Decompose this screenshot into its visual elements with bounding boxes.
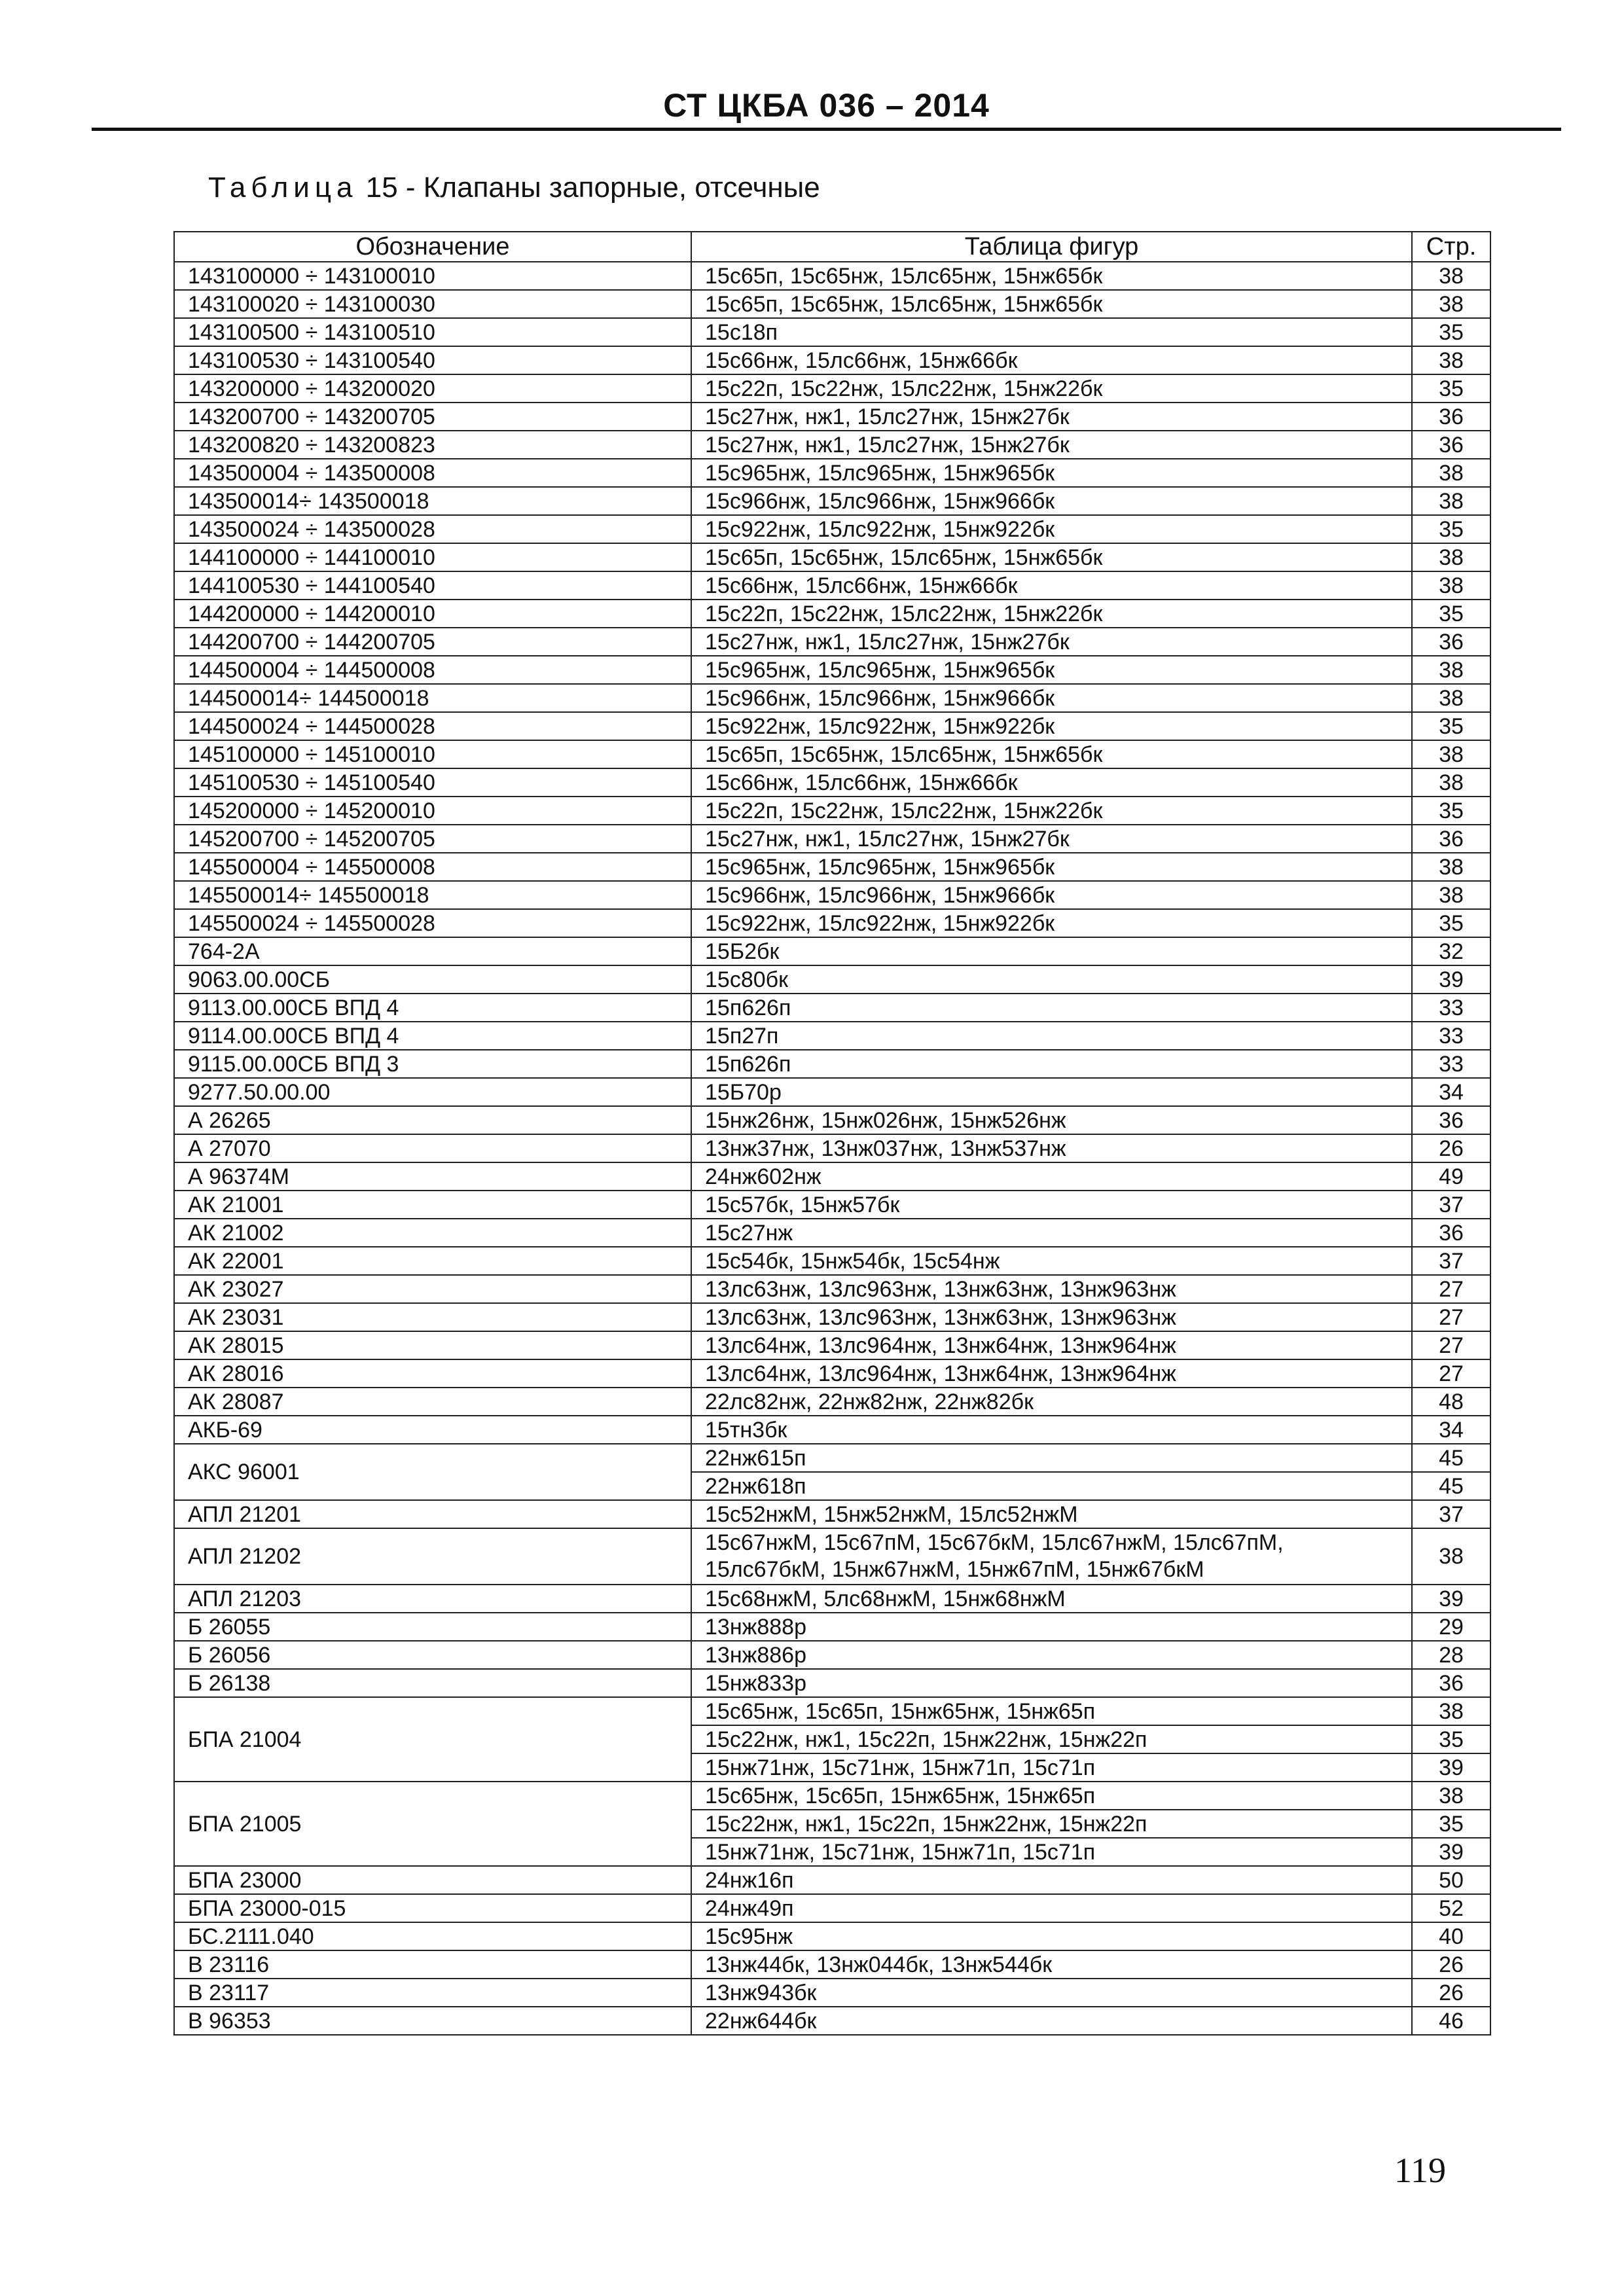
page-cell: 38 — [1412, 881, 1490, 909]
designation-cell: 145500004 ÷ 145500008 — [174, 853, 691, 881]
page-cell: 35 — [1412, 797, 1490, 825]
figure-cell: 15с922нж, 15лс922нж, 15нж922бк — [691, 712, 1412, 740]
figure-cell: 22нж615п — [691, 1444, 1412, 1472]
designation-cell: В 96353 — [174, 2007, 691, 2035]
page-cell: 27 — [1412, 1303, 1490, 1331]
figure-cell: 15с66нж, 15лс66нж, 15нж66бк — [691, 571, 1412, 600]
table-row — [174, 1641, 1490, 1669]
designation-cell: АК 23027 — [174, 1275, 691, 1303]
designation-cell: 9277.50.00.00 — [174, 1078, 691, 1106]
table-row — [174, 600, 1490, 628]
designation-cell: 145200700 ÷ 145200705 — [174, 825, 691, 853]
designation-cell: 145100530 ÷ 145100540 — [174, 768, 691, 797]
page-cell: 27 — [1412, 1275, 1490, 1303]
table-row — [174, 1388, 1490, 1416]
designation-cell: 145500014÷ 145500018 — [174, 881, 691, 909]
table-row — [174, 374, 1490, 403]
page-cell: 39 — [1412, 1753, 1490, 1782]
table-row — [174, 712, 1490, 740]
figure-cell: 13лс63нж, 13лс963нж, 13нж63нж, 13нж963нж — [691, 1303, 1412, 1331]
page-cell: 32 — [1412, 937, 1490, 965]
table-row — [174, 1219, 1490, 1247]
designation-cell: 144100000 ÷ 144100010 — [174, 543, 691, 571]
designation-cell: В 23117 — [174, 1979, 691, 2007]
designation-cell: БПА 23000-015 — [174, 1894, 691, 1922]
table-row — [174, 1894, 1490, 1922]
page-cell: 38 — [1412, 768, 1490, 797]
designation-cell: Б 26056 — [174, 1641, 691, 1669]
designation-cell: АК 23031 — [174, 1303, 691, 1331]
table-row — [174, 937, 1490, 965]
figure-cell: 15с65нж, 15с65п, 15нж65нж, 15нж65п — [691, 1782, 1412, 1810]
table-row — [174, 571, 1490, 600]
table-row — [174, 994, 1490, 1022]
designation-cell: А 26265 — [174, 1106, 691, 1134]
table-row — [174, 656, 1490, 684]
designation-cell: АК 28016 — [174, 1359, 691, 1388]
table-row — [174, 459, 1490, 487]
table-row — [174, 1022, 1490, 1050]
table-row — [174, 1922, 1490, 1950]
table-row — [174, 1247, 1490, 1275]
table-row — [174, 1331, 1490, 1359]
page-cell: 35 — [1412, 318, 1490, 346]
page-cell: 35 — [1412, 712, 1490, 740]
page-cell: 38 — [1412, 740, 1490, 768]
table-caption — [208, 171, 820, 204]
figure-cell: 15с65нж, 15с65п, 15нж65нж, 15нж65п — [691, 1697, 1412, 1725]
figure-cell: 13лс63нж, 13лс963нж, 13нж63нж, 13нж963нж — [691, 1275, 1412, 1303]
table-row — [174, 965, 1490, 994]
figure-cell: 24нж602нж — [691, 1162, 1412, 1191]
figure-cell: 15с54бк, 15нж54бк, 15с54нж — [691, 1247, 1412, 1275]
page-cell: 40 — [1412, 1922, 1490, 1950]
page-cell: 35 — [1412, 515, 1490, 543]
designation-cell: АПЛ 21202 — [174, 1528, 691, 1585]
table-row — [174, 1078, 1490, 1106]
designation-cell: 143100000 ÷ 143100010 — [174, 262, 691, 290]
figure-cell — [691, 1528, 1412, 1585]
table-row — [174, 1359, 1490, 1388]
figure-cell: 22нж644бк — [691, 2007, 1412, 2035]
page-cell: 36 — [1412, 1219, 1490, 1247]
designation-cell: 144200000 ÷ 144200010 — [174, 600, 691, 628]
figure-cell: 15с966нж, 15лс966нж, 15нж966бк — [691, 881, 1412, 909]
designation-cell: АПЛ 21201 — [174, 1500, 691, 1528]
table-row — [174, 1979, 1490, 2007]
figure-cell: 13нж943бк — [691, 1979, 1412, 2007]
designation-cell: БПА 21004 — [174, 1697, 691, 1782]
table-row — [174, 403, 1490, 431]
table-row — [174, 1585, 1490, 1613]
figure-cell: 15тн3бк — [691, 1416, 1412, 1444]
figure-cell: 15с966нж, 15лс966нж, 15нж966бк — [691, 684, 1412, 712]
table-row — [174, 825, 1490, 853]
designation-cell: БС.2111.040 — [174, 1922, 691, 1950]
header-rule — [92, 128, 1561, 131]
page-cell: 34 — [1412, 1078, 1490, 1106]
page-cell: 38 — [1412, 571, 1490, 600]
page-cell: 38 — [1412, 543, 1490, 571]
table-row — [174, 1106, 1490, 1134]
page-cell: 35 — [1412, 909, 1490, 937]
designation-cell: Б 26138 — [174, 1669, 691, 1697]
figure-cell: 15с922нж, 15лс922нж, 15нж922бк — [691, 515, 1412, 543]
figure-cell: 15с18п — [691, 318, 1412, 346]
designation-cell: 143100020 ÷ 143100030 — [174, 290, 691, 318]
page-cell: 38 — [1412, 262, 1490, 290]
page-cell: 27 — [1412, 1331, 1490, 1359]
figure-cell: 15с965нж, 15лс965нж, 15нж965бк — [691, 459, 1412, 487]
page-cell: 37 — [1412, 1247, 1490, 1275]
designation-cell: 143200700 ÷ 143200705 — [174, 403, 691, 431]
designation-cell: 145500024 ÷ 145500028 — [174, 909, 691, 937]
table-row — [174, 487, 1490, 515]
table-row — [174, 684, 1490, 712]
table-row — [174, 1613, 1490, 1641]
figure-cell: 24нж16п — [691, 1866, 1412, 1894]
table-row — [174, 797, 1490, 825]
document-code: СТ ЦКБА 036 – 2014 — [663, 87, 990, 124]
figure-cell: 15с52нжМ, 15нж52нжМ, 15лс52нжМ — [691, 1500, 1412, 1528]
designation-cell: 144200700 ÷ 144200705 — [174, 628, 691, 656]
table-row — [174, 768, 1490, 797]
figure-cell: 15с27нж, нж1, 15лс27нж, 15нж27бк — [691, 431, 1412, 459]
table-body — [174, 262, 1490, 2035]
designation-cell: 9114.00.00СБ ВПД 4 — [174, 1022, 691, 1050]
designation-cell: 9115.00.00СБ ВПД 3 — [174, 1050, 691, 1078]
page-cell: 38 — [1412, 1697, 1490, 1725]
figure-cell: 15с22нж, нж1, 15с22п, 15нж22нж, 15нж22п — [691, 1810, 1412, 1838]
page-cell: 38 — [1412, 290, 1490, 318]
page-cell: 35 — [1412, 600, 1490, 628]
table-caption-prefix: Таблица — [208, 171, 358, 204]
designation-cell: АПЛ 21203 — [174, 1585, 691, 1613]
designation-cell: АКС 96001 — [174, 1444, 691, 1500]
figure-cell: 15с65п, 15с65нж, 15лс65нж, 15нж65бк — [691, 543, 1412, 571]
designation-cell: А 27070 — [174, 1134, 691, 1162]
figure-cell: 15нж71нж, 15с71нж, 15нж71п, 15с71п — [691, 1753, 1412, 1782]
page-cell: 38 — [1412, 656, 1490, 684]
table-row — [174, 1303, 1490, 1331]
figure-cell: 13нж886р — [691, 1641, 1412, 1669]
figure-cell: 13нж44бк, 13нж044бк, 13нж544бк — [691, 1950, 1412, 1979]
page-cell: 26 — [1412, 1134, 1490, 1162]
figure-cell: 15с27нж — [691, 1219, 1412, 1247]
designation-cell: 9063.00.00СБ — [174, 965, 691, 994]
figure-cell: 15с965нж, 15лс965нж, 15нж965бк — [691, 656, 1412, 684]
designation-cell: БПА 21005 — [174, 1782, 691, 1866]
designation-cell: 144500014÷ 144500018 — [174, 684, 691, 712]
page-cell: 38 — [1412, 684, 1490, 712]
figure-cell: 15с22нж, нж1, 15с22п, 15нж22нж, 15нж22п — [691, 1725, 1412, 1753]
designation-cell: БПА 23000 — [174, 1866, 691, 1894]
figure-cell: 13нж888р — [691, 1613, 1412, 1641]
page-cell: 33 — [1412, 1050, 1490, 1078]
page-cell: 38 — [1412, 487, 1490, 515]
valves-table — [173, 231, 1491, 2036]
figure-cell: 15с65п, 15с65нж, 15лс65нж, 15нж65бк — [691, 290, 1412, 318]
page-cell: 37 — [1412, 1500, 1490, 1528]
page-cell: 39 — [1412, 1585, 1490, 1613]
page-cell: 38 — [1412, 1782, 1490, 1810]
figure-cell: 15п27п — [691, 1022, 1412, 1050]
designation-cell: А 96374М — [174, 1162, 691, 1191]
page-cell: 26 — [1412, 1979, 1490, 2007]
table-row — [174, 1275, 1490, 1303]
figure-cell: 13лс64нж, 13лс964нж, 13нж64нж, 13нж964нж — [691, 1359, 1412, 1388]
header-designation: Обозначение — [174, 232, 691, 262]
page-cell: 36 — [1412, 1669, 1490, 1697]
designation-cell: АК 22001 — [174, 1247, 691, 1275]
table-row — [174, 853, 1490, 881]
designation-cell: АКБ-69 — [174, 1416, 691, 1444]
figure-cell: 15с966нж, 15лс966нж, 15нж966бк — [691, 487, 1412, 515]
designation-cell: 145200000 ÷ 145200010 — [174, 797, 691, 825]
table-row — [174, 318, 1490, 346]
designation-cell: 143500024 ÷ 143500028 — [174, 515, 691, 543]
page-cell: 52 — [1412, 1894, 1490, 1922]
page-cell: 39 — [1412, 1838, 1490, 1866]
figure-cell: 15с80бк — [691, 965, 1412, 994]
figure-cell: 15с22п, 15с22нж, 15лс22нж, 15нж22бк — [691, 797, 1412, 825]
figure-cell: 22лс82нж, 22нж82нж, 22нж82бк — [691, 1388, 1412, 1416]
header-figure-table: Таблица фигур — [691, 232, 1412, 262]
designation-cell: 9113.00.00СБ ВПД 4 — [174, 994, 691, 1022]
page-cell: 38 — [1412, 1528, 1490, 1585]
figure-cell: 15с66нж, 15лс66нж, 15нж66бк — [691, 346, 1412, 374]
page-cell: 50 — [1412, 1866, 1490, 1894]
figure-cell: 15с22п, 15с22нж, 15лс22нж, 15нж22бк — [691, 374, 1412, 403]
designation-cell: 143200000 ÷ 143200020 — [174, 374, 691, 403]
designation-cell: 143100530 ÷ 143100540 — [174, 346, 691, 374]
page-cell: 38 — [1412, 346, 1490, 374]
page-cell: 36 — [1412, 403, 1490, 431]
page-cell: 35 — [1412, 374, 1490, 403]
page-cell: 45 — [1412, 1444, 1490, 1472]
designation-cell: В 23116 — [174, 1950, 691, 1979]
table-row — [174, 1866, 1490, 1894]
table-row — [174, 1416, 1490, 1444]
figure-cell: 15с27нж, нж1, 15лс27нж, 15нж27бк — [691, 403, 1412, 431]
page-cell: 35 — [1412, 1810, 1490, 1838]
designation-cell: 145100000 ÷ 145100010 — [174, 740, 691, 768]
figure-cell: 15с57бк, 15нж57бк — [691, 1191, 1412, 1219]
table-row — [174, 431, 1490, 459]
page-cell: 29 — [1412, 1613, 1490, 1641]
figure-cell: 13лс64нж, 13лс964нж, 13нж64нж, 13нж964нж — [691, 1331, 1412, 1359]
page-cell: 38 — [1412, 853, 1490, 881]
table-row — [174, 543, 1490, 571]
figure-cell: 15с95нж — [691, 1922, 1412, 1950]
designation-cell: 144500024 ÷ 144500028 — [174, 712, 691, 740]
designation-cell: АК 28015 — [174, 1331, 691, 1359]
figure-cell: 15п626п — [691, 994, 1412, 1022]
page-cell: 33 — [1412, 994, 1490, 1022]
table-row — [174, 881, 1490, 909]
figure-cell: 15с65п, 15с65нж, 15лс65нж, 15нж65бк — [691, 740, 1412, 768]
header-page: Стр. — [1412, 232, 1490, 262]
figure-cell: 22нж618п — [691, 1472, 1412, 1500]
page-cell: 28 — [1412, 1641, 1490, 1669]
figure-cell: 24нж49п — [691, 1894, 1412, 1922]
figure-cell: 15Б2бк — [691, 937, 1412, 965]
figure-line: 15лс67бкМ, 15нж67нжМ, 15нж67пМ, 15нж67бкМ — [705, 1557, 1204, 1582]
page-cell: 45 — [1412, 1472, 1490, 1500]
page-cell: 33 — [1412, 1022, 1490, 1050]
table-row — [174, 1528, 1490, 1585]
figure-cell: 15Б70р — [691, 1078, 1412, 1106]
figure-cell: 15с65п, 15с65нж, 15лс65нж, 15нж65бк — [691, 262, 1412, 290]
figure-cell: 15с922нж, 15лс922нж, 15нж922бк — [691, 909, 1412, 937]
page-cell: 34 — [1412, 1416, 1490, 1444]
figure-cell: 13нж37нж, 13нж037нж, 13нж537нж — [691, 1134, 1412, 1162]
designation-cell: АК 21002 — [174, 1219, 691, 1247]
page-cell: 49 — [1412, 1162, 1490, 1191]
table-row — [174, 346, 1490, 374]
page-cell: 39 — [1412, 965, 1490, 994]
designation-cell: 143500004 ÷ 143500008 — [174, 459, 691, 487]
page-cell: 36 — [1412, 1106, 1490, 1134]
designation-cell: АК 28087 — [174, 1388, 691, 1416]
designation-cell: Б 26055 — [174, 1613, 691, 1641]
table-row — [174, 909, 1490, 937]
designation-cell: 764-2А — [174, 937, 691, 965]
table-caption-text: 15 - Клапаны запорные, отсечные — [357, 171, 820, 204]
table-row — [174, 1134, 1490, 1162]
table-row — [174, 1669, 1490, 1697]
page-cell: 36 — [1412, 431, 1490, 459]
designation-cell: 143500014÷ 143500018 — [174, 487, 691, 515]
page-cell: 26 — [1412, 1950, 1490, 1979]
table-row — [174, 628, 1490, 656]
figure-cell: 15п626п — [691, 1050, 1412, 1078]
page-cell: 37 — [1412, 1191, 1490, 1219]
table-row — [174, 1050, 1490, 1078]
figure-cell: 15нж833р — [691, 1669, 1412, 1697]
table-row — [174, 1782, 1490, 1810]
designation-cell: 143100500 ÷ 143100510 — [174, 318, 691, 346]
figure-cell: 15с66нж, 15лс66нж, 15нж66бк — [691, 768, 1412, 797]
designation-cell: 144500004 ÷ 144500008 — [174, 656, 691, 684]
table-row — [174, 1444, 1490, 1472]
page-cell: 48 — [1412, 1388, 1490, 1416]
figure-cell: 15с27нж, нж1, 15лс27нж, 15нж27бк — [691, 825, 1412, 853]
table-header-row — [174, 232, 1490, 262]
page-cell: 36 — [1412, 825, 1490, 853]
designation-cell: АК 21001 — [174, 1191, 691, 1219]
valves-table-container — [173, 231, 1491, 2036]
figure-cell: 15с27нж, нж1, 15лс27нж, 15нж27бк — [691, 628, 1412, 656]
page-cell: 35 — [1412, 1725, 1490, 1753]
table-row — [174, 740, 1490, 768]
table-row — [174, 2007, 1490, 2035]
page-cell: 46 — [1412, 2007, 1490, 2035]
figure-cell: 15с22п, 15с22нж, 15лс22нж, 15нж22бк — [691, 600, 1412, 628]
designation-cell: 143200820 ÷ 143200823 — [174, 431, 691, 459]
table-row — [174, 1191, 1490, 1219]
page-cell: 36 — [1412, 628, 1490, 656]
figure-cell: 15с68нжМ, 5лс68нжМ, 15нж68нжМ — [691, 1585, 1412, 1613]
figure-cell: 15нж71нж, 15с71нж, 15нж71п, 15с71п — [691, 1838, 1412, 1866]
table-row — [174, 1697, 1490, 1725]
page-number: 119 — [1394, 2151, 1446, 2190]
table-row — [174, 515, 1490, 543]
designation-cell: 144100530 ÷ 144100540 — [174, 571, 691, 600]
page-cell: 38 — [1412, 459, 1490, 487]
figure-cell: 15с965нж, 15лс965нж, 15нж965бк — [691, 853, 1412, 881]
page-cell: 27 — [1412, 1359, 1490, 1388]
table-row — [174, 1162, 1490, 1191]
figure-cell: 15нж26нж, 15нж026нж, 15нж526нж — [691, 1106, 1412, 1134]
table-row — [174, 1950, 1490, 1979]
table-row — [174, 262, 1490, 290]
table-row — [174, 290, 1490, 318]
figure-line: 15с67нжМ, 15с67пМ, 15с67бкМ, 15лс67нжМ, 15лс67пМ, — [705, 1530, 1284, 1556]
table-row — [174, 1500, 1490, 1528]
